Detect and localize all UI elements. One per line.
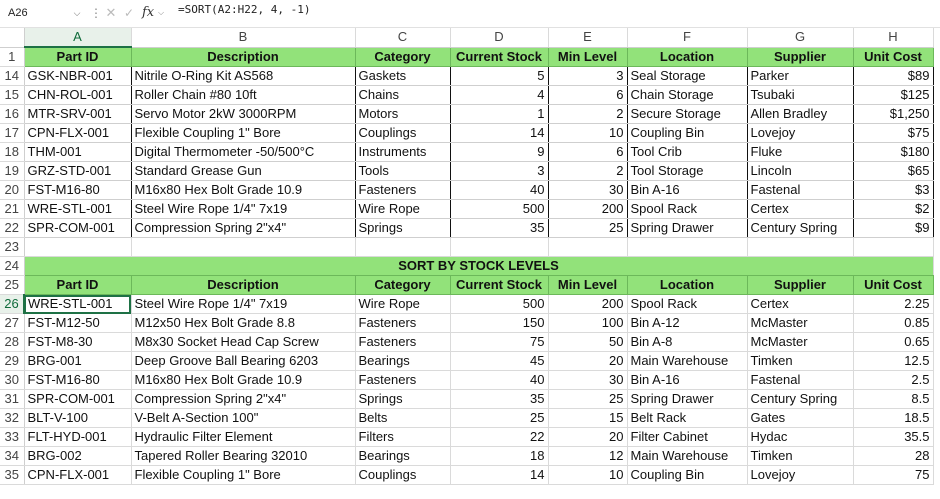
cell-a20[interactable]: FST-M16-80 [24, 181, 131, 200]
cell-d20[interactable]: 40 [450, 181, 548, 200]
cell-b14[interactable]: Nitrile O-Ring Kit AS568 [131, 67, 355, 86]
formula-input[interactable]: =SORT(A2:H22, 4, -1) [178, 3, 311, 16]
cell-h29[interactable]: 12.5 [853, 352, 933, 371]
cell-g15[interactable]: Tsubaki [747, 86, 853, 105]
cell-f16[interactable]: Secure Storage [627, 105, 747, 124]
cell-g20[interactable]: Fastenal [747, 181, 853, 200]
table-row [0, 162, 933, 181]
row-header[interactable]: 24 [0, 257, 24, 276]
cell-h28[interactable]: 0.65 [853, 333, 933, 352]
empty-cell[interactable] [853, 238, 933, 257]
table-row [0, 333, 933, 352]
cell-a17[interactable]: CPN-FLX-001 [24, 124, 131, 143]
row-header[interactable]: 18 [0, 143, 24, 162]
column-header-a[interactable]: A [24, 28, 131, 47]
cell-g14[interactable]: Parker [747, 67, 853, 86]
sheet-table [0, 28, 934, 485]
column-header-d[interactable]: D [450, 28, 548, 47]
table-row [0, 238, 933, 257]
column-header-h[interactable]: H [853, 28, 933, 47]
empty-cell[interactable] [24, 238, 131, 257]
cell-a35[interactable]: CPN-FLX-001 [24, 466, 131, 485]
cell-a34[interactable]: BRG-002 [24, 447, 131, 466]
more-options-icon[interactable]: ⋮ [90, 6, 102, 20]
cell-e14[interactable]: 3 [548, 67, 627, 86]
cell-b21[interactable]: Steel Wire Rope 1/4" 7x19 [131, 200, 355, 219]
cell-a15[interactable]: CHN-ROL-001 [24, 86, 131, 105]
cell-h18[interactable]: $180 [853, 143, 933, 162]
formula-bar [0, 0, 940, 28]
cell-f19[interactable]: Tool Storage [627, 162, 747, 181]
cell-g34[interactable]: Timken [747, 447, 853, 466]
cell-g29[interactable]: Timken [747, 352, 853, 371]
cell-f32[interactable]: Belt Rack [627, 409, 747, 428]
cell-f15[interactable]: Chain Storage [627, 86, 747, 105]
cell-b33[interactable]: Hydraulic Filter Element [131, 428, 355, 447]
table-row [0, 219, 933, 238]
row-header[interactable]: 35 [0, 466, 24, 485]
cell-a29[interactable]: BRG-001 [24, 352, 131, 371]
table-row [0, 352, 933, 371]
cell-a21[interactable]: WRE-STL-001 [24, 200, 131, 219]
header-row [0, 276, 933, 295]
cell-g28[interactable]: McMaster [747, 333, 853, 352]
cell-g32[interactable]: Gates [747, 409, 853, 428]
row-header[interactable]: 29 [0, 352, 24, 371]
cell-d1[interactable]: Current Stock [450, 47, 548, 67]
cell-d14[interactable]: 5 [450, 67, 548, 86]
cell-e34[interactable]: 12 [548, 447, 627, 466]
cell-b19[interactable]: Standard Grease Gun [131, 162, 355, 181]
cell-g30[interactable]: Fastenal [747, 371, 853, 390]
cell-g27[interactable]: McMaster [747, 314, 853, 333]
cell-d21[interactable]: 500 [450, 200, 548, 219]
row-header[interactable]: 16 [0, 105, 24, 124]
cell-h15[interactable]: $125 [853, 86, 933, 105]
cell-e27[interactable]: 100 [548, 314, 627, 333]
cell-c26[interactable]: Wire Rope [355, 295, 450, 314]
cell-c33[interactable]: Filters [355, 428, 450, 447]
cell-c34[interactable]: Bearings [355, 447, 450, 466]
empty-cell[interactable] [627, 238, 747, 257]
cell-d15[interactable]: 4 [450, 86, 548, 105]
table-row [0, 143, 933, 162]
cell-e28[interactable]: 50 [548, 333, 627, 352]
row-header[interactable]: 30 [0, 371, 24, 390]
cell-f17[interactable]: Coupling Bin [627, 124, 747, 143]
cell-g26[interactable]: Certex [747, 295, 853, 314]
cell-g22[interactable]: Century Spring [747, 219, 853, 238]
cell-a14[interactable]: GSK-NBR-001 [24, 67, 131, 86]
cell-c1[interactable]: Category [355, 47, 450, 67]
cell-f26[interactable]: Spool Rack [627, 295, 747, 314]
cell-h35[interactable]: 75 [853, 466, 933, 485]
row-header[interactable]: 15 [0, 86, 24, 105]
cell-e18[interactable]: 6 [548, 143, 627, 162]
cell-h34[interactable]: 28 [853, 447, 933, 466]
cell-h21[interactable]: $2 [853, 200, 933, 219]
cell-e1[interactable]: Min Level [548, 47, 627, 67]
table-row [0, 447, 933, 466]
cell-e17[interactable]: 10 [548, 124, 627, 143]
cell-a27[interactable]: FST-M12-50 [24, 314, 131, 333]
empty-cell[interactable] [131, 238, 355, 257]
sort-banner-title: SORT BY STOCK LEVELS [24, 257, 933, 276]
cell-d30[interactable]: 40 [450, 371, 548, 390]
cell-a31[interactable]: SPR-COM-001 [24, 390, 131, 409]
table-row [0, 390, 933, 409]
cell-h20[interactable]: $3 [853, 181, 933, 200]
column-header-e[interactable]: E [548, 28, 627, 47]
cell-g18[interactable]: Fluke [747, 143, 853, 162]
table-row [0, 86, 933, 105]
empty-cell[interactable] [450, 238, 548, 257]
cell-c30[interactable]: Fasteners [355, 371, 450, 390]
cell-f14[interactable]: Seal Storage [627, 67, 747, 86]
cell-f31[interactable]: Spring Drawer [627, 390, 747, 409]
row-header[interactable]: 26 [0, 295, 24, 314]
cell-h33[interactable]: 35.5 [853, 428, 933, 447]
table-row [0, 295, 933, 314]
cell-b15[interactable]: Roller Chain #80 10ft [131, 86, 355, 105]
cell-h1[interactable]: Unit Cost [853, 47, 933, 67]
name-box[interactable]: A26 [8, 7, 28, 19]
cell-a18[interactable]: THM-001 [24, 143, 131, 162]
cell-a25[interactable]: Part ID [24, 276, 131, 295]
cell-c15[interactable]: Chains [355, 86, 450, 105]
cell-c16[interactable]: Motors [355, 105, 450, 124]
row-header[interactable]: 20 [0, 181, 24, 200]
cell-g19[interactable]: Lincoln [747, 162, 853, 181]
cell-f34[interactable]: Main Warehouse [627, 447, 747, 466]
cell-b31[interactable]: Compression Spring 2"x4" [131, 390, 355, 409]
cell-b1[interactable]: Description [131, 47, 355, 67]
cell-c19[interactable]: Tools [355, 162, 450, 181]
banner-row [0, 257, 933, 276]
cell-h32[interactable]: 18.5 [853, 409, 933, 428]
cell-d17[interactable]: 14 [450, 124, 548, 143]
cell-e30[interactable]: 30 [548, 371, 627, 390]
cell-f27[interactable]: Bin A-12 [627, 314, 747, 333]
cell-c18[interactable]: Instruments [355, 143, 450, 162]
cell-h30[interactable]: 2.5 [853, 371, 933, 390]
cell-a33[interactable]: FLT-HYD-001 [24, 428, 131, 447]
cell-b22[interactable]: Compression Spring 2"x4" [131, 219, 355, 238]
cell-c17[interactable]: Couplings [355, 124, 450, 143]
cell-e29[interactable]: 20 [548, 352, 627, 371]
cell-c14[interactable]: Gaskets [355, 67, 450, 86]
cell-b35[interactable]: Flexible Coupling 1" Bore [131, 466, 355, 485]
table-row [0, 409, 933, 428]
cell-c25[interactable]: Category [355, 276, 450, 295]
cell-d16[interactable]: 1 [450, 105, 548, 124]
cell-f28[interactable]: Bin A-8 [627, 333, 747, 352]
cell-d25[interactable]: Current Stock [450, 276, 548, 295]
table-row [0, 428, 933, 447]
cell-c28[interactable]: Fasteners [355, 333, 450, 352]
cell-a1[interactable]: Part ID [24, 47, 131, 67]
table-row [0, 314, 933, 333]
row-header[interactable]: 34 [0, 447, 24, 466]
cell-e26[interactable]: 200 [548, 295, 627, 314]
cell-d33[interactable]: 22 [450, 428, 548, 447]
cell-d28[interactable]: 75 [450, 333, 548, 352]
cell-h16[interactable]: $1,250 [853, 105, 933, 124]
row-header[interactable]: 1 [0, 47, 24, 67]
cell-g25[interactable]: Supplier [747, 276, 853, 295]
cell-h25[interactable]: Unit Cost [853, 276, 933, 295]
cancel-icon[interactable]: ✕ [105, 5, 117, 20]
row-header[interactable]: 23 [0, 238, 24, 257]
cell-a22[interactable]: SPR-COM-001 [24, 219, 131, 238]
row-header[interactable]: 22 [0, 219, 24, 238]
cell-d22[interactable]: 35 [450, 219, 548, 238]
cell-e35[interactable]: 10 [548, 466, 627, 485]
cell-b20[interactable]: M16x80 Hex Bolt Grade 10.9 [131, 181, 355, 200]
table-row [0, 67, 933, 86]
table-row [0, 124, 933, 143]
row-header[interactable]: 27 [0, 314, 24, 333]
cell-a26[interactable]: WRE-STL-001 [24, 295, 131, 314]
cell-b26[interactable]: Steel Wire Rope 1/4" 7x19 [131, 295, 355, 314]
row-header[interactable]: 25 [0, 276, 24, 295]
cell-g33[interactable]: Hydac [747, 428, 853, 447]
cell-e16[interactable]: 2 [548, 105, 627, 124]
empty-cell[interactable] [355, 238, 450, 257]
cell-d32[interactable]: 25 [450, 409, 548, 428]
cell-f18[interactable]: Tool Crib [627, 143, 747, 162]
cell-h31[interactable]: 8.5 [853, 390, 933, 409]
empty-cell[interactable] [548, 238, 627, 257]
row-header[interactable]: 14 [0, 67, 24, 86]
cell-e32[interactable]: 15 [548, 409, 627, 428]
cell-c22[interactable]: Springs [355, 219, 450, 238]
cell-c32[interactable]: Belts [355, 409, 450, 428]
cell-b29[interactable]: Deep Groove Ball Bearing 6203 [131, 352, 355, 371]
cell-g31[interactable]: Century Spring [747, 390, 853, 409]
cell-f35[interactable]: Coupling Bin [627, 466, 747, 485]
empty-cell[interactable] [747, 238, 853, 257]
cell-c20[interactable]: Fasteners [355, 181, 450, 200]
table-row [0, 371, 933, 390]
cell-h26[interactable]: 2.25 [853, 295, 933, 314]
cell-f30[interactable]: Bin A-16 [627, 371, 747, 390]
cell-e25[interactable]: Min Level [548, 276, 627, 295]
cell-h19[interactable]: $65 [853, 162, 933, 181]
cell-g17[interactable]: Lovejoy [747, 124, 853, 143]
cell-g16[interactable]: Allen Bradley [747, 105, 853, 124]
cell-b27[interactable]: M12x50 Hex Bolt Grade 8.8 [131, 314, 355, 333]
cell-g21[interactable]: Certex [747, 200, 853, 219]
cell-b34[interactable]: Tapered Roller Bearing 32010 [131, 447, 355, 466]
cell-b17[interactable]: Flexible Coupling 1" Bore [131, 124, 355, 143]
cell-c27[interactable]: Fasteners [355, 314, 450, 333]
cell-c21[interactable]: Wire Rope [355, 200, 450, 219]
chevron-down-icon[interactable]: ⌵ [158, 8, 165, 17]
cell-d19[interactable]: 3 [450, 162, 548, 181]
cell-a28[interactable]: FST-M8-30 [24, 333, 131, 352]
cell-d18[interactable]: 9 [450, 143, 548, 162]
cell-e21[interactable]: 200 [548, 200, 627, 219]
row-header[interactable]: 17 [0, 124, 24, 143]
row-header[interactable]: 21 [0, 200, 24, 219]
cell-d31[interactable]: 35 [450, 390, 548, 409]
cell-b32[interactable]: V-Belt A-Section 100" [131, 409, 355, 428]
column-header-f[interactable]: F [627, 28, 747, 47]
column-header-c[interactable]: C [355, 28, 450, 47]
column-header-g[interactable]: G [747, 28, 853, 47]
cell-b25[interactable]: Description [131, 276, 355, 295]
confirm-icon[interactable]: ✓ [123, 6, 135, 20]
table-row [0, 200, 933, 219]
chevron-down-icon[interactable]: ⌵ [73, 8, 81, 18]
spreadsheet-grid [0, 28, 934, 485]
cell-d27[interactable]: 150 [450, 314, 548, 333]
cell-a19[interactable]: GRZ-STD-001 [24, 162, 131, 181]
cell-f21[interactable]: Spool Rack [627, 200, 747, 219]
cell-b30[interactable]: M16x80 Hex Bolt Grade 10.9 [131, 371, 355, 390]
cell-f20[interactable]: Bin A-16 [627, 181, 747, 200]
cell-c35[interactable]: Couplings [355, 466, 450, 485]
header-row [0, 47, 933, 67]
table-row [0, 466, 933, 485]
cell-f25[interactable]: Location [627, 276, 747, 295]
cell-d29[interactable]: 45 [450, 352, 548, 371]
cell-e31[interactable]: 25 [548, 390, 627, 409]
cell-c31[interactable]: Springs [355, 390, 450, 409]
cell-h22[interactable]: $9 [853, 219, 933, 238]
cell-a32[interactable]: BLT-V-100 [24, 409, 131, 428]
cell-b16[interactable]: Servo Motor 2kW 3000RPM [131, 105, 355, 124]
cell-e20[interactable]: 30 [548, 181, 627, 200]
cell-e33[interactable]: 20 [548, 428, 627, 447]
table-row [0, 181, 933, 200]
cell-h14[interactable]: $89 [853, 67, 933, 86]
cell-f33[interactable]: Filter Cabinet [627, 428, 747, 447]
cell-b18[interactable]: Digital Thermometer -50/500°C [131, 143, 355, 162]
row-header[interactable]: 31 [0, 390, 24, 409]
table-row [0, 105, 933, 124]
row-header[interactable]: 19 [0, 162, 24, 181]
cell-e15[interactable]: 6 [548, 86, 627, 105]
cell-f22[interactable]: Spring Drawer [627, 219, 747, 238]
cell-h17[interactable]: $75 [853, 124, 933, 143]
cell-g35[interactable]: Lovejoy [747, 466, 853, 485]
cell-e22[interactable]: 25 [548, 219, 627, 238]
insert-function-icon[interactable]: fx [142, 5, 155, 20]
cell-a30[interactable]: FST-M16-80 [24, 371, 131, 390]
cell-d35[interactable]: 14 [450, 466, 548, 485]
cell-d26[interactable]: 500 [450, 295, 548, 314]
column-header-row [0, 28, 933, 47]
select-all-corner[interactable] [0, 28, 24, 47]
cell-b28[interactable]: M8x30 Socket Head Cap Screw [131, 333, 355, 352]
column-header-b[interactable]: B [131, 28, 355, 47]
row-header[interactable]: 33 [0, 428, 24, 447]
row-header[interactable]: 28 [0, 333, 24, 352]
row-header[interactable]: 32 [0, 409, 24, 428]
cell-d34[interactable]: 18 [450, 447, 548, 466]
cell-f1[interactable]: Location [627, 47, 747, 67]
cell-h27[interactable]: 0.85 [853, 314, 933, 333]
cell-a16[interactable]: MTR-SRV-001 [24, 105, 131, 124]
cell-e19[interactable]: 2 [548, 162, 627, 181]
cell-c29[interactable]: Bearings [355, 352, 450, 371]
cell-f29[interactable]: Main Warehouse [627, 352, 747, 371]
cell-g1[interactable]: Supplier [747, 47, 853, 67]
